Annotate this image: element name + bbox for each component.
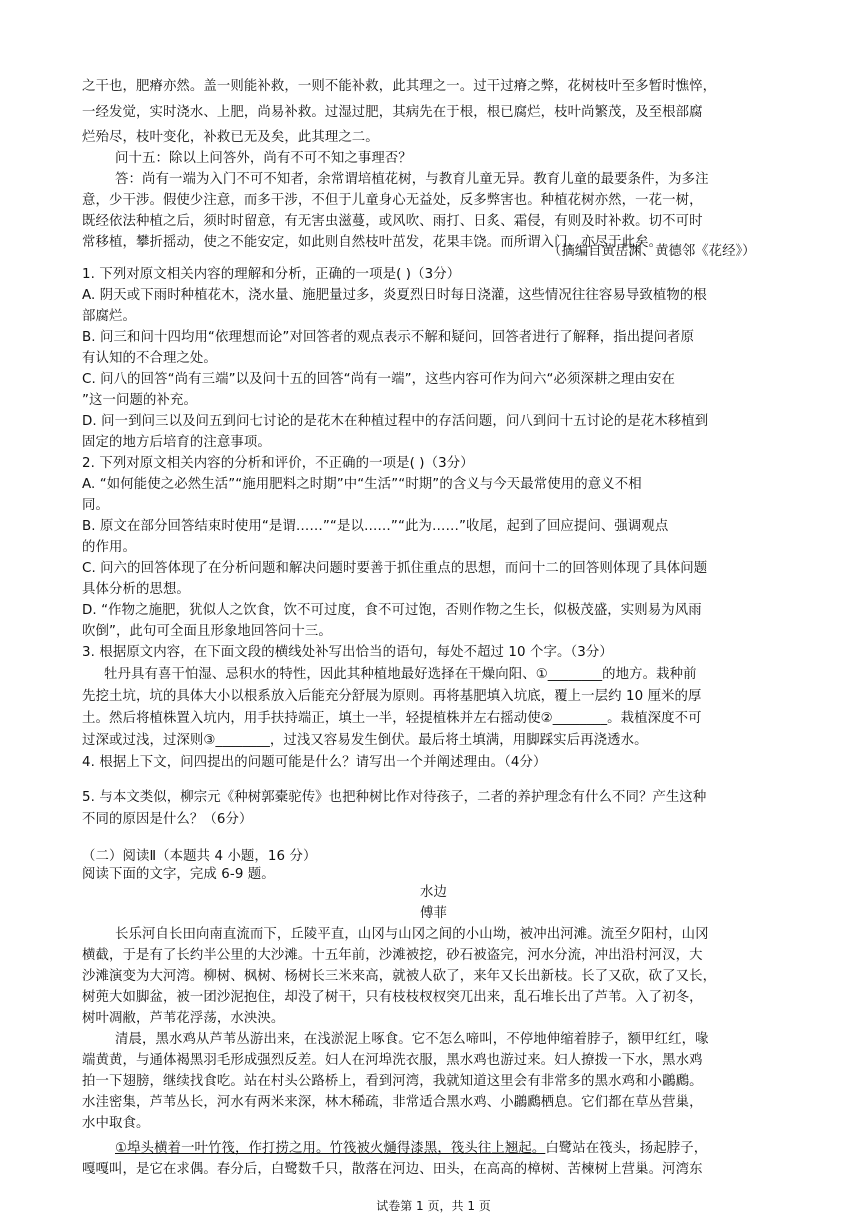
- q4-stem: 4. 根据上下文，问四提出的问题可能是什么？请写出一个并阐述理由。（4分）: [82, 755, 547, 770]
- q1-option-d-cont: 固定的地方后培育的注意事项。: [82, 435, 271, 450]
- q2-option-b-cont: 的作用。: [82, 540, 136, 555]
- paragraph-line: 树蔸大如脚盆，被一团沙泥抱住，却没了树干，只有枝枝杈杈突兀出来，乱石堆长出了芦苇。入了初冬，: [82, 990, 703, 1005]
- paragraph-line: 横截，于是有了长约半公里的大沙滩。十五年前，沙滩被挖，砂石被盗完，河水分流，冲出沿村河汊，大: [82, 948, 703, 963]
- q2-option-a-cont: 同。: [82, 498, 109, 513]
- q5-stem: 5. 与本文类似，柳宗元《种树郭橐驼传》也把种树比作对待孩子，二者的养护理念有什么不同？产生这种: [82, 790, 707, 805]
- source-citation: （摘编自黄岳渊、黄德邻《花经》）: [548, 244, 756, 259]
- q2-stem: 2. 下列对原文相关内容的分析和评价，不正确的一项是( )（3分）: [82, 456, 474, 471]
- passage-line: 之干也，肥瘠亦然。盖一则能补救，一则不能补救，此其理之一。过干过瘠之弊，花树枝叶至多暂时憔悴，: [82, 79, 717, 94]
- q1-option-d: D. 问一到问三以及问五到问七讨论的是花木在种植过程中的存活问题，问八到问十五讨论的是花木移植到: [82, 414, 709, 429]
- page-footer: 试卷第 1 页，共 1 页: [376, 1199, 491, 1213]
- answer-line: 常移植，攀折摇动，使之不能安定，如此则自然枝叶茁发，花果丰饶。而所谓入门，亦尽于此矣。: [82, 235, 663, 250]
- q2-option-c-cont: 具体分析的思想。: [82, 582, 190, 597]
- q1-stem: 1. 下列对原文相关内容的理解和分析，正确的一项是( )（3分）: [82, 267, 461, 282]
- question-15: 问十五：除以上问答外，尚有不可不知之事理否？: [115, 151, 412, 166]
- passage-line: 烂殆尽，枝叶变化，补救已无及矣，此其理之二。: [82, 130, 379, 145]
- section-instruction: 阅读下面的文字，完成 6-9 题。: [82, 867, 275, 882]
- q5-stem-cont: 不同的原因是什么？（6分）: [82, 812, 253, 827]
- q2-option-d: D. “作物之施肥，犹似人之饮食，饮不可过度，食不可过饱，否则作物之生长，似极茂盛，实则易为风雨: [82, 603, 702, 618]
- q1-option-a-cont: 部腐烂。: [82, 309, 136, 324]
- section-heading: （二）阅读Ⅱ（本题共 4 小题，16 分）: [82, 849, 317, 864]
- article-author: 傅菲: [420, 906, 447, 921]
- paragraph-line: 长乐河自长田向南直流而下，丘陵平直，山冈与山冈之间的小山坳，被冲出河滩。流至夕阳村，山冈: [115, 927, 709, 942]
- q3-passage-line: 牡丹具有喜干怕湿、忌积水的特性，因此其种植地最好选择在干燥向阳、①________的地方。栽种前: [104, 667, 697, 682]
- q1-option-b-cont: 有认知的不合理之处。: [82, 351, 217, 366]
- underlined-sentence-1: ①埠头横着一叶竹筏，作打捞之用。竹筏被火熥得漆黑，筏头往上翘起。: [115, 1141, 546, 1156]
- paragraph-line: 拍一下翅膀，继续找食吃。站在村头公路桥上，看到河湾，我就知道这里会有非常多的黑水鸡和小鸊鷉。: [82, 1074, 703, 1089]
- q2-option-d-cont: 吹倒”，此句可全面且形象地回答问十三。: [82, 624, 332, 639]
- paragraph-line: 嘎嘎叫，是它在求偶。春分后，白鹭数千只，散落在河边、田头，在高高的樟树、苦楝树上营巢。河湾东: [82, 1162, 703, 1177]
- article-title: 水边: [420, 885, 447, 900]
- q1-option-b: B. 问三和问十四均用“依理想而论”对回答者的观点表示不解和疑问，回答者进行了解释，指出提问者原: [82, 330, 695, 345]
- paragraph-line: 清晨，黑水鸡从芦苇丛游出来，在浅淤泥上啄食。它不怎么啼叫，不停地伸缩着脖子，额甲红红，喙: [115, 1032, 709, 1047]
- q2-option-b: B. 原文在部分回答结束时使用“是谓……”“是以……”“此为……”收尾，起到了回应提问、强调观点: [82, 519, 669, 534]
- passage-line: 一经发觉，实时浇水、上肥，尚易补救。过湿过肥，其病先在于根，根已腐烂，枝叶尚繁茂，及至根部腐: [82, 105, 703, 120]
- q1-option-c-cont: ”这一问题的补充。: [82, 393, 197, 408]
- paragraph-line-annotated: [115, 1138, 825, 1159]
- q1-option-c: C. 问八的回答“尚有三端”以及问十五的回答“尚有一端”，这些内容可作为问六“必须深耕之理由安在: [82, 372, 675, 387]
- paragraph-line: 水中取食。: [82, 1116, 150, 1131]
- q3-passage-line: 先挖土坑，坑的具体大小以根系放入后能充分舒展为原则。再将基肥填入坑底，覆上一层约 10 厘米的厚: [82, 689, 702, 704]
- paragraph-line: 沙滩演变为大河湾。柳树、枫树、杨树长三米来高，就被人砍了，来年又长出新枝。长了又砍，砍了又长，: [82, 969, 717, 984]
- q2-option-c: C. 问六的回答体现了在分析问题和解决问题时要善于抓住重点的思想，而问十二的回答则体现了具体问题: [82, 561, 708, 576]
- answer-line: 既经依法种植之后，须时时留意，有无害虫滋蔓，或风吹、雨打、日炙、霜侵，有则及时补救。切不可时: [82, 214, 703, 229]
- paragraph-line: 树叶凋敝，芦苇花浮荡，水泱泱。: [82, 1011, 285, 1026]
- q1-option-a: A. 阴天或下雨时种植花木，浇水量、施肥量过多，炎夏烈日时每日浇灌，这些情况往往容易导致植物的根: [82, 288, 707, 303]
- paragraph-line-rest: 白鹭站在筏头，扬起脖子，: [545, 1141, 708, 1156]
- q2-option-a: A. “如何能使之必然生活”“施用肥料之时期”中“生活”“时期”的含义与今天最常使用的意义不相: [82, 477, 642, 492]
- answer-line: 答：尚有一端为入门不可不知者，余常谓培植花树，与教育儿童无异。教育儿童的最要条件，为多注: [115, 172, 709, 187]
- paragraph-line: 水洼密集，芦苇丛长，河水有两米来深，林木稀疏，非常适合黑水鸡、小鸊鷉栖息。它们都在草丛营巢，: [82, 1095, 703, 1110]
- q3-passage-line: 过深或过浅，过深则③________，过浅又容易发生倒伏。最后将土填满，用脚踩实后再浇透水。: [82, 733, 648, 748]
- q3-passage-line: 土。然后将植株置入坑内，用手扶持端正，填土一半，轻提植株并左右摇动使②________。栽植深度不可: [82, 711, 702, 726]
- q3-stem: 3. 根据原文内容，在下面文段的横线处补写出恰当的语句，每处不超过 10 个字。（3分）: [82, 645, 613, 660]
- paragraph-line: 端黄黄，与通体褐黑羽毛形成强烈反差。妇人在河埠洗衣服，黑水鸡也游过来。妇人撩拨一下水，黑水鸡: [82, 1053, 703, 1068]
- answer-line: 意，少干涉。假使少注意，而多干涉，不但于儿童身心无益处，反多弊害也。种植花树亦然，一花一树，: [82, 193, 703, 208]
